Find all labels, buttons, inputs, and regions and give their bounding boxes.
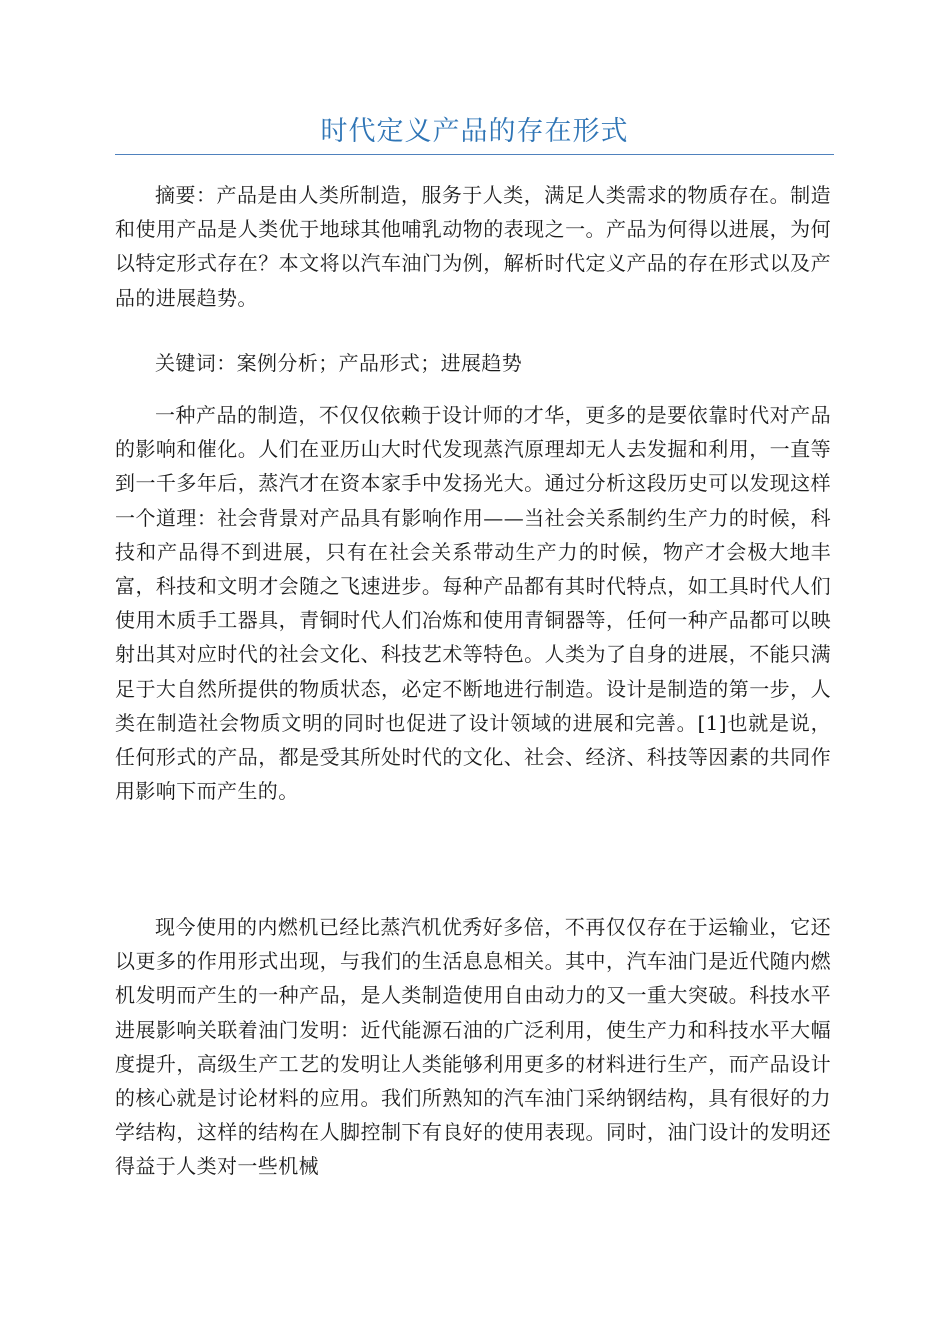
keywords-paragraph: 关键词：案例分析；产品形式；进展趋势 bbox=[155, 351, 523, 375]
title-underline bbox=[115, 154, 834, 155]
body-paragraph-1: 一种产品的制造，不仅仅依赖于设计师的才华，更多的是要依靠时代对产品的影响和催化。人们在亚历山大时代发现蒸汽原理却无人去发掘和利用，一直等到一千多年后，蒸汽才在资本家手中发扬光大。通过分析这段历史可以发现这样一个道理：社会背景对产品具有影响作用——当社会关系制约生产力的时候，科技和产品得不到进展，只有在社会关系带动生产力的时候，物产才会极大地丰富，科技和文明才会随之飞速进步。每种产品都有其时代特点，如工具时代人们使用木质手工器具，青铜时代人们冶炼和使用青铜器等，任何一种产品都可以映射出其对应时代的社会文化、科技艺术等特色。人类为了自身的进展，不能只满足于大自然所提供的物质状态，必定不断地进行制造。设计是制造的第一步，人类在制造社会物质文明的同时也促进了设计领域的进展和完善。[1]也就是说，任何形式的产品，都是受其所处时代的文化、社会、经济、科技等因素的共同作用影响下而产生的。 bbox=[115, 403, 831, 804]
body-paragraph-2: 现今使用的内燃机已经比蒸汽机优秀好多倍，不再仅仅存在于运输业，它还以更多的作用形式出现，与我们的生活息息相关。其中，汽车油门是近代随内燃机发明而产生的一种产品，是人类制造使用自由动力的又一重大突破。科技水平进展影响关联着油门发明：近代能源石油的广泛利用，使生产力和科技水平大幅度提升，高级生产工艺的发明让人类能够利用更多的材料进行生产，而产品设计的核心就是讨论材料的应用。我们所熟知的汽车油门采纳钢结构，具有很好的力学结构，这样的结构在人脚控制下有良好的使用表现。同时，油门设计的发明还得益于人类对一些机械 bbox=[115, 915, 831, 1179]
document-title: 时代定义产品的存在形式 bbox=[320, 116, 629, 147]
abstract-paragraph: 摘要：产品是由人类所制造，服务于人类，满足人类需求的物质存在。制造和使用产品是人类优于地球其他哺乳动物的表现之一。产品为何得以进展，为何以特定形式存在？本文将以汽车油门为例，解析时代定义产品的存在形式以及产品的进展趋势。 bbox=[115, 183, 831, 310]
